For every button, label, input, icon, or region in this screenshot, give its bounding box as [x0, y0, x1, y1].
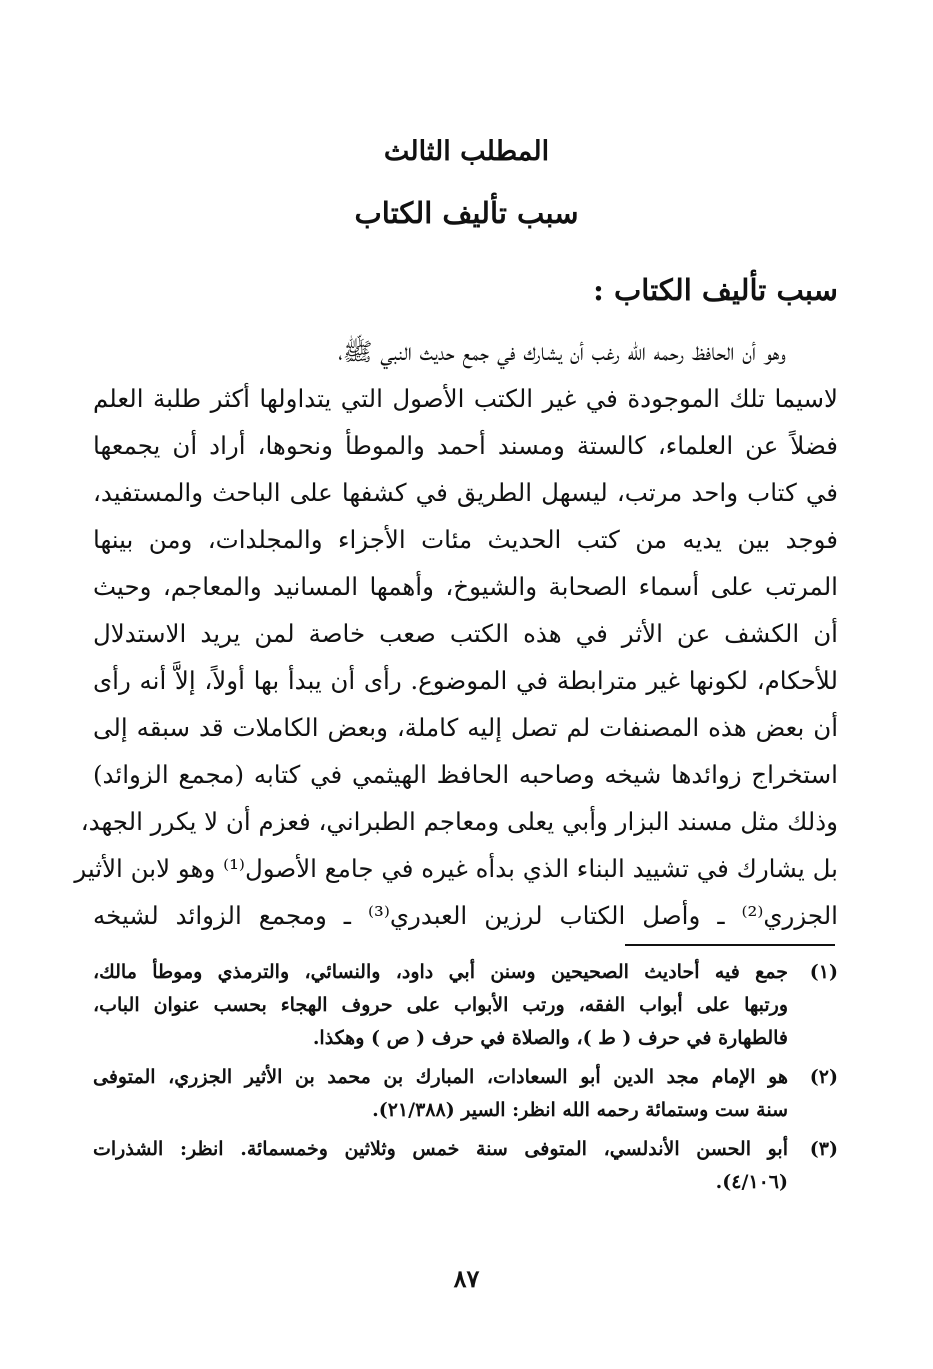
body-line: فوجد بين يديه من كتب الحديث مئات الأجزاء والمجلدات، ومن بينها [93, 525, 838, 554]
footnote-line: أبو الحسن الأندلسي، المتوفى سنة خمس وثلاثين وخمسمائة. انظر: الشذرات [93, 1138, 788, 1160]
body-line: لاسيما تلك الموجودة في غير الكتب الأصول التي يتداولها أكثر طلبة العلم [93, 384, 838, 413]
body-line: بل يشارك في تشييد البناء الذي بدأه غيره في جامع الأصول⁽¹⁾ وهو لابن الأثير [74, 854, 838, 883]
footnote-number: (١) [809, 961, 838, 983]
footnote-number: (٣) [809, 1138, 838, 1160]
footnote-line: هو الإمام مجد الدين أبو السعادات، المبارك بن محمد بن الأثير الجزري، المتوفى [93, 1066, 788, 1088]
footnote-line: (٤/١٠٦). [715, 1171, 788, 1193]
chapter-title: المطلب الثالث [383, 136, 550, 167]
page-number: ٨٧ [453, 1264, 480, 1293]
body-line: في كتاب واحد مرتب، ليسهل الطريق في كشفها على الباحث والمستفيد، [93, 478, 838, 507]
body-line: وذلك مثل مسند البزار وأبي يعلى ومعاجم الطبراني، فعزم أن لا يكرر الجهد، [80, 807, 838, 836]
body-line: أن الكشف عن الأثر في هذه الكتب صعب خاصة لمن يريد الاستدلال [93, 619, 838, 648]
footnote-1 [93, 956, 838, 1055]
footnote-number: (٢) [809, 1066, 838, 1088]
footnote-3 [93, 1133, 838, 1199]
footnote-line: جمع فيه أحاديث الصحيحين وسنن أبي داود، والنسائي، والترمذي وموطأ مالك، [93, 961, 788, 983]
body-line: وهو أن الحافظ رحمه الله رغب أن يشارك في جمع حديث النبي ﷺ، [338, 337, 786, 366]
footnote-line: سنة ست وستمائة رحمه الله انظر: السير (٢١/٣٨٨). [372, 1099, 788, 1121]
body-paragraph [74, 328, 838, 939]
body-line: فضلاً عن العلماء، كالستة ومسند أحمد والموطأ ونحوها، أراد أن يجمعها [93, 431, 838, 460]
footnote-line: فالطهارة في حرف ( ط )، والصلاة في حرف ( ص ) وهكذا. [312, 1027, 788, 1049]
chapter-subtitle: سبب تأليف الكتاب [354, 196, 579, 230]
body-line: المرتب على أسماء الصحابة والشيوخ، وأهمها المسانيد والمعاجم، وحيث [93, 572, 838, 601]
body-line: أن بعض هذه المصنفات لم تصل إليه كاملة، وبعض الكاملات قد سبقه إلى [93, 713, 838, 742]
footnote-divider [625, 944, 835, 946]
footnote-2 [93, 1061, 838, 1127]
body-line: استخراج زوائدها شيخه وصاحبه الحافظ الهيثمي في كتابه (مجمع الزوائد) [93, 760, 838, 789]
footnotes [93, 956, 838, 1205]
body-line: للأحكام، لكونها غير مترابطة في الموضوع. رأى أن يبدأ بها أولاً، إلاَّ أنه رأى [93, 666, 838, 695]
section-heading: سبب تأليف الكتاب : [593, 273, 838, 307]
body-line: الجزري⁽²⁾ ـ وأصل الكتاب لرزين العبدري⁽³⁾ ـ ومجمع الزوائد لشيخه [93, 901, 838, 930]
footnote-line: ورتبها على أبواب الفقه، ورتب الأبواب على حروف الهجاء بحسب عنوان الباب، [93, 994, 788, 1016]
